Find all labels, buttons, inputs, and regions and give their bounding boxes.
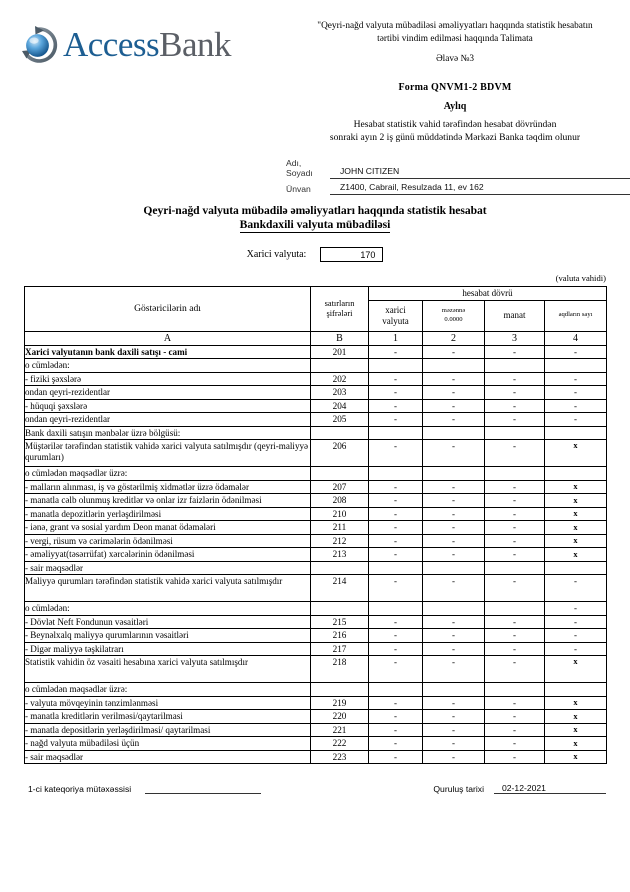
row-value-col-1[interactable]: - (369, 710, 423, 724)
brand-name-access: Access (63, 25, 160, 64)
row-value-col-4[interactable]: x (545, 507, 607, 521)
row-value-col-1[interactable]: - (369, 521, 423, 535)
table-row (25, 372, 607, 386)
row-value-col-4[interactable]: x (545, 723, 607, 737)
date-group (433, 783, 606, 794)
row-code: 218 (311, 656, 369, 683)
row-value-col-4[interactable]: - (545, 575, 607, 602)
row-label: - əməliyyat(təsərrüfat) xərcələrinin ödənilməsi (25, 548, 311, 562)
row-label: - hüquqi şəxslərə (25, 399, 311, 413)
row-value-col-1[interactable]: - (369, 750, 423, 764)
row-label: - vergi, rüsum və cərimələrin ödənilməsi (25, 534, 311, 548)
table-row (25, 696, 607, 710)
row-code: 207 (311, 480, 369, 494)
field-row-name (286, 158, 630, 179)
row-value-col-3[interactable]: - (485, 494, 545, 508)
row-label: Xarici valyutanın bank daxili satışı - cami (25, 345, 311, 359)
row-value-col-3[interactable] (485, 426, 545, 440)
row-value-col-4[interactable]: x (545, 710, 607, 724)
header-row-code-line2: şifrələri (326, 308, 353, 318)
row-code (311, 561, 369, 575)
row-value-col-3[interactable]: - (485, 737, 545, 751)
form-code: Forma QNVM1-2 BDVM (398, 81, 512, 93)
row-code: 221 (311, 723, 369, 737)
header-col-rate-line2: 0.0000 (444, 315, 463, 323)
table-row (25, 359, 607, 373)
row-value-col-2[interactable]: - (423, 440, 485, 467)
letter-3: 3 (485, 331, 545, 345)
row-value-col-1[interactable]: - (369, 575, 423, 602)
row-value-col-3[interactable] (485, 359, 545, 373)
row-code: 202 (311, 372, 369, 386)
row-label: - Beynəlxalq maliyyə qurumlarının vəsaitləri (25, 629, 311, 643)
row-value-col-1[interactable]: - (369, 696, 423, 710)
row-value-col-4[interactable]: - (545, 345, 607, 359)
table-body (25, 345, 607, 764)
table-row (25, 494, 607, 508)
table-row (25, 507, 607, 521)
table-row (25, 629, 607, 643)
row-value-col-4[interactable]: x (545, 656, 607, 683)
letter-b: B (311, 331, 369, 345)
row-value-col-2[interactable] (423, 602, 485, 616)
row-label: Statistik vahidin öz vəsaiti hesabına xarici valyuta satılmışdır (25, 656, 311, 683)
row-label: ondan qeyri-rezidentlar (25, 413, 311, 427)
row-code: 215 (311, 615, 369, 629)
row-value-col-1[interactable]: - (369, 386, 423, 400)
row-value-col-1[interactable]: - (369, 642, 423, 656)
row-value-col-3[interactable]: - (485, 723, 545, 737)
row-code: 211 (311, 521, 369, 535)
row-value-col-1[interactable]: - (369, 494, 423, 508)
brand-name-bank: Bank (159, 25, 232, 64)
header-col-foreign-currency (369, 300, 423, 331)
report-subtitle (0, 218, 630, 231)
row-value-col-3[interactable] (485, 561, 545, 575)
row-value-col-3[interactable]: - (485, 413, 545, 427)
row-label: - nağd valyuta mübadiləsi üçün (25, 737, 311, 751)
row-value-col-2[interactable] (423, 359, 485, 373)
row-value-col-3[interactable]: - (485, 629, 545, 643)
date-label: Quruluş tarixi (433, 784, 484, 794)
identity-fields (0, 158, 630, 195)
row-value-col-2[interactable]: - (423, 521, 485, 535)
row-value-col-2[interactable] (423, 561, 485, 575)
row-label: o cümlədən məqsədlər üzrə: (25, 467, 311, 481)
circular-arrow-sphere-icon (18, 24, 60, 66)
row-value-col-2[interactable]: - (423, 710, 485, 724)
row-value-col-2[interactable]: - (423, 534, 485, 548)
row-value-col-1[interactable]: - (369, 399, 423, 413)
row-code: 208 (311, 494, 369, 508)
report-subtitle-text: Bankdaxili valyuta mübadiləsi (239, 217, 391, 231)
row-value-col-1[interactable]: - (369, 413, 423, 427)
row-code: 222 (311, 737, 369, 751)
row-label: - manatla kreditlərin verilməsi/qaytarilmasi (25, 710, 311, 724)
row-value-col-2[interactable]: - (423, 642, 485, 656)
header-row-code-line1: satırların (324, 298, 355, 308)
row-value-col-3[interactable]: - (485, 507, 545, 521)
row-value-col-3[interactable]: - (485, 521, 545, 535)
table-row (25, 345, 607, 359)
table-row (25, 548, 607, 562)
letter-4: 4 (545, 331, 607, 345)
brand-wordmark (63, 26, 231, 64)
table-row (25, 426, 607, 440)
address-value[interactable]: Z1400, Cabrail, Resulzada 11, ev 162 (330, 182, 630, 195)
statistics-table (24, 286, 607, 765)
row-value-col-1[interactable]: - (369, 507, 423, 521)
row-value-col-2[interactable]: - (423, 750, 485, 764)
row-label: o cümlədən məqsədlər üzrə: (25, 683, 311, 697)
row-value-col-1[interactable]: - (369, 737, 423, 751)
row-value-col-4[interactable]: x (545, 696, 607, 710)
row-value-col-2[interactable]: - (423, 386, 485, 400)
table-head (25, 286, 607, 345)
table-row (25, 386, 607, 400)
table-row (25, 710, 607, 724)
row-value-col-4[interactable]: x (545, 521, 607, 535)
row-code: 206 (311, 440, 369, 467)
row-value-col-3[interactable]: - (485, 534, 545, 548)
row-value-col-3[interactable]: - (485, 386, 545, 400)
row-value-col-3[interactable]: - (485, 345, 545, 359)
row-value-col-1[interactable]: - (369, 440, 423, 467)
letter-2: 2 (423, 331, 485, 345)
row-value-col-4[interactable]: - (545, 602, 607, 616)
row-label: ondan qeyri-rezidentlar (25, 386, 311, 400)
header-col-fc-line1: xarici (385, 305, 406, 315)
row-value-col-3[interactable]: - (485, 440, 545, 467)
row-value-col-2[interactable]: - (423, 413, 485, 427)
row-value-col-3[interactable]: - (485, 696, 545, 710)
row-code: 216 (311, 629, 369, 643)
row-value-col-4[interactable]: - (545, 372, 607, 386)
row-value-col-2[interactable] (423, 683, 485, 697)
name-value[interactable]: JOHN CITIZEN (330, 166, 630, 179)
header-col-rate (423, 300, 485, 331)
row-label: - manatla depozitlərin yerləşdirilməsi (25, 507, 311, 521)
row-value-col-2[interactable] (423, 467, 485, 481)
row-value-col-3[interactable]: - (485, 548, 545, 562)
row-value-col-1[interactable]: - (369, 534, 423, 548)
letter-1: 1 (369, 331, 423, 345)
row-label: Maliyyə qurumları tərəfindən statistik vahidə xarici valyuta satılmışdır (25, 575, 311, 602)
row-code: 204 (311, 399, 369, 413)
header-col-rate-line1: məzənnə (441, 307, 466, 315)
table-row (25, 723, 607, 737)
row-value-col-3[interactable] (485, 602, 545, 616)
row-value-col-2[interactable]: - (423, 656, 485, 683)
row-value-col-3[interactable] (485, 467, 545, 481)
row-code: 219 (311, 696, 369, 710)
field-row-address (286, 182, 630, 195)
row-value-col-4[interactable] (545, 359, 607, 373)
row-value-col-2[interactable]: - (423, 494, 485, 508)
row-value-col-1[interactable] (369, 359, 423, 373)
instruction-line-2: tərtibi vindim edilməsi haqqında Talimata (377, 33, 533, 44)
row-label: Bank daxili satışın mənbələr üzrə bölgüsü: (25, 426, 311, 440)
row-value-col-4[interactable]: x (545, 494, 607, 508)
table-container (0, 286, 630, 765)
row-value-col-2[interactable]: - (423, 575, 485, 602)
table-row (25, 480, 607, 494)
row-value-col-4[interactable]: - (545, 413, 607, 427)
row-value-col-2[interactable]: - (423, 629, 485, 643)
submission-line-2: sonraki ayın 2 iş günü müddətində Mərkəzi Banka təqdim olunur (329, 131, 581, 143)
table-row (25, 602, 607, 616)
date-value[interactable]: 02-12-2021 (494, 783, 606, 794)
header-row-code (311, 286, 369, 331)
row-label: - sair məqsədlər (25, 561, 311, 575)
row-label: - Dövlət Neft Fondunun vəsaitləri (25, 615, 311, 629)
row-value-col-4[interactable]: x (545, 737, 607, 751)
row-value-col-4[interactable] (545, 683, 607, 697)
row-value-col-3[interactable]: - (485, 372, 545, 386)
currency-row (0, 247, 630, 262)
header-col-fc-line2: valyuta (382, 315, 409, 326)
row-value-col-3[interactable]: - (485, 615, 545, 629)
row-value-col-1[interactable]: - (369, 656, 423, 683)
row-code: 214 (311, 575, 369, 602)
row-value-col-1[interactable]: - (369, 629, 423, 643)
annex-number: Əlavə №3 (435, 54, 475, 64)
row-code: 217 (311, 642, 369, 656)
specialist-label: 1-ci kateqoriya mütəxəssisi (28, 784, 132, 794)
row-label: o cümlədən: (25, 359, 311, 373)
table-letter-row (25, 331, 607, 345)
row-value-col-4[interactable]: x (545, 548, 607, 562)
table-row (25, 683, 607, 697)
header-period-group: hesabat dövrü (369, 286, 607, 300)
row-value-col-2[interactable]: - (423, 399, 485, 413)
row-value-col-2[interactable]: - (423, 548, 485, 562)
row-code: 203 (311, 386, 369, 400)
row-value-col-3[interactable] (485, 683, 545, 697)
row-code: 213 (311, 548, 369, 562)
row-code (311, 683, 369, 697)
table-row (25, 561, 607, 575)
page-footer (28, 782, 606, 794)
row-value-col-2[interactable]: - (423, 737, 485, 751)
name-label: Adı, Soyadı (286, 157, 313, 178)
row-value-col-3[interactable]: - (485, 642, 545, 656)
row-label: - Digər maliyyə təşkilatrarı (25, 642, 311, 656)
currency-input[interactable]: 170 (320, 247, 383, 262)
row-value-col-4[interactable]: - (545, 399, 607, 413)
row-code (311, 426, 369, 440)
row-value-col-3[interactable]: - (485, 480, 545, 494)
row-value-col-4[interactable] (545, 561, 607, 575)
row-code: 201 (311, 345, 369, 359)
row-value-col-3[interactable]: - (485, 575, 545, 602)
row-value-col-4[interactable]: x (545, 440, 607, 467)
table-row (25, 440, 607, 467)
row-value-col-4[interactable]: - (545, 642, 607, 656)
table-row (25, 642, 607, 656)
header-col-deal-count: aqdların sayı (545, 300, 607, 331)
form-frequency: Aylıq (443, 101, 467, 112)
row-value-col-2[interactable]: - (423, 615, 485, 629)
row-value-col-2[interactable]: - (423, 723, 485, 737)
row-value-col-2[interactable]: - (423, 345, 485, 359)
row-value-col-1[interactable]: - (369, 615, 423, 629)
row-value-col-1[interactable] (369, 426, 423, 440)
row-value-col-3[interactable]: - (485, 399, 545, 413)
page-header (0, 0, 630, 144)
header-instruction-block (290, 16, 620, 144)
table-row (25, 615, 607, 629)
row-value-col-4[interactable]: x (545, 480, 607, 494)
table-row (25, 656, 607, 683)
table-row (25, 737, 607, 751)
row-value-col-3[interactable]: - (485, 750, 545, 764)
row-code (311, 359, 369, 373)
row-code: 220 (311, 710, 369, 724)
row-value-col-2[interactable] (423, 426, 485, 440)
row-code: 205 (311, 413, 369, 427)
table-head-row-1 (25, 286, 607, 300)
row-value-col-4[interactable]: - (545, 629, 607, 643)
row-value-col-1[interactable] (369, 602, 423, 616)
row-value-col-3[interactable]: - (485, 710, 545, 724)
header-col-manat: manat (485, 300, 545, 331)
row-value-col-2[interactable]: - (423, 480, 485, 494)
row-code (311, 467, 369, 481)
row-value-col-2[interactable]: - (423, 507, 485, 521)
row-label: - manatla depositlərin yerləşdirilməsi/ qaytarilmasi (25, 723, 311, 737)
row-label: o cümlədən: (25, 602, 311, 616)
table-row (25, 467, 607, 481)
row-label: - iənə, grant və sosial yardım Deon manat ödəmələri (25, 521, 311, 535)
row-value-col-1[interactable] (369, 561, 423, 575)
row-value-col-4[interactable] (545, 467, 607, 481)
row-code (311, 602, 369, 616)
table-row (25, 534, 607, 548)
table-row (25, 521, 607, 535)
row-value-col-1[interactable]: - (369, 723, 423, 737)
table-row (25, 399, 607, 413)
row-code: 212 (311, 534, 369, 548)
header-indicator-name: Göstəricilərin adı (25, 286, 311, 331)
row-label: - sair məqsədlər (25, 750, 311, 764)
submission-line-1: Hesabat statistik vahid tərəfindən hesabat dövründən (353, 118, 557, 130)
report-title: Qeyri-nağd valyuta mübadilə əməliyyatları haqqında statistik hesabat (143, 203, 487, 217)
row-code: 223 (311, 750, 369, 764)
row-value-col-1[interactable] (369, 683, 423, 697)
letter-a: A (25, 331, 311, 345)
row-code: 210 (311, 507, 369, 521)
row-value-col-1[interactable]: - (369, 548, 423, 562)
currency-label: Xarici valyuta: (246, 248, 307, 260)
table-row (25, 575, 607, 602)
row-label: - fiziki şəxslərə (25, 372, 311, 386)
unit-note: (valuta vahidi) (555, 272, 606, 283)
row-value-col-4[interactable]: x (545, 534, 607, 548)
row-value-col-4[interactable]: - (545, 615, 607, 629)
row-value-col-4[interactable] (545, 426, 607, 440)
row-label: - manatla cəlb olunmuş kreditlər və onlar izr faizlərin ödənilməsi (25, 494, 311, 508)
address-label: Ünvan (286, 183, 311, 194)
row-label: Müştərilər tərəfindən statistik vahidə xarici valyuta satılmışdır (qeyri-maliyyə qurumları) (25, 440, 311, 467)
specialist-signature-field[interactable] (145, 782, 261, 794)
row-value-col-2[interactable]: - (423, 696, 485, 710)
row-value-col-4[interactable]: - (545, 386, 607, 400)
table-row (25, 413, 607, 427)
row-label: - malların alınması, iş və göstərilmiş xidmətlər üzrə ödəmələr (25, 480, 311, 494)
row-value-col-4[interactable]: x (545, 750, 607, 764)
row-value-col-1[interactable] (369, 467, 423, 481)
brand-logo (18, 16, 290, 66)
row-label: - valyuta mövqeyinin tənzimlənməsi (25, 696, 311, 710)
row-value-col-1[interactable]: - (369, 480, 423, 494)
instruction-line-1: "Qeyri-nağd valyuta mübadiləsi əməliyyatları haqqında statistik hesabatın (317, 21, 593, 31)
row-value-col-3[interactable]: - (485, 656, 545, 683)
row-value-col-1[interactable]: - (369, 372, 423, 386)
table-row (25, 750, 607, 764)
row-value-col-2[interactable]: - (423, 372, 485, 386)
row-value-col-1[interactable]: - (369, 345, 423, 359)
